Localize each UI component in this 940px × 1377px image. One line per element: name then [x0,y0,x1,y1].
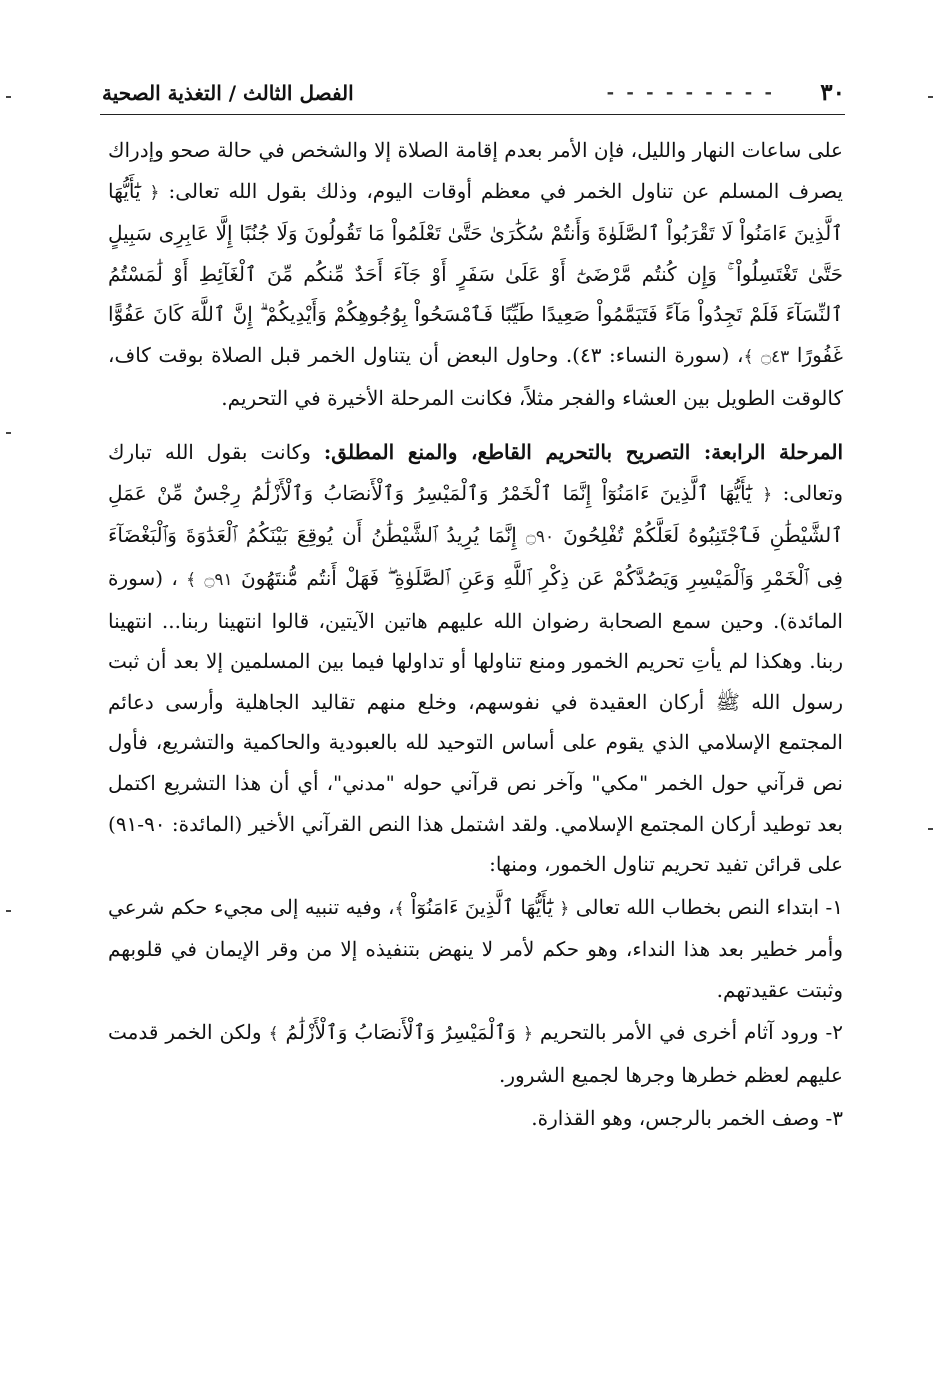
list-item-2-text: ٢- ورود آثام أخرى في الأمر بالتحريم [539,1020,844,1045]
ornate-bracket-open: ﴿ [559,898,570,919]
quran-verse-call: يَٰٓأَيُّهَا ٱلَّذِينَ ءَامَنُوٓاْ [410,894,553,919]
ornate-bracket-open: ﴿ [149,182,160,203]
paragraph-1-text: على ساعات النهار والليل، فإن الأمر بعدم إقامة الصلاة إلا والشخص في حالة صحو وإدراك يصرف المسلم عن تناول الخمر في معظم أوقات اليوم، وذلك بقول الله تعالى: [108,138,844,203]
paragraph-2 [108,432,843,885]
page-body [108,130,843,1350]
quran-verse-excerpt: وَٱلْمَيْسِرُ وَٱلْأَنصَابُ وَٱلْأَزْلَٰمُ [285,1020,516,1045]
paragraph-1-rest: ، (سورة النساء: ٤٣). وحاول البعض أن يتناول الخمر قبل الصلاة بوقت كاف، كالوقت الطويل بين العشاء والفجر مثلاً، فكانت المرحلة الأخيرة في التحريم. [108,342,843,410]
list-item-1 [108,887,843,1011]
page-header [100,78,845,115]
list-item-3-text: ٣- وصف الخمر بالرجس، وهو القذارة. [531,1105,843,1130]
list-item-2 [108,1012,843,1095]
scan-edge-mark [928,96,933,98]
quran-verse-nisa-43: يَٰٓأَيُّهَا ٱلَّذِينَ ءَامَنُواْ لَا تَقْرَبُواْ ٱلصَّلَوٰةَ وَأَنتُمْ سُكَٰرَىٰ حَتَّىٰ تَعْلَمُواْ مَا تَقُولُونَ وَلَا جُنُبًا إِلَّا عَابِرِى سَبِيلٍ حَتَّىٰ تَغْتَسِلُواْ ۚ وَإِن كُنتُم مَّرْضَىٰٓ أَوْ عَلَىٰ سَفَرٍ أَوْ جَآءَ أَحَدٌ مِّنكُم مِّنَ ٱلْغَآئِطِ أَوْ لَٰمَسْتُمُ ٱلنِّسَآءَ فَلَمْ تَجِدُواْ مَآءً فَتَيَمَّمُواْ صَعِيدًا طَيِّبًا فَٱمْسَحُواْ بِوُجُوهِكُمْ وَأَيْدِيكُمْ ۗ إِنَّ ٱللَّهَ كَانَ عَفُوًّا غَفُورًا [108,178,844,367]
ayah-marker: ۝٩١ [204,569,233,590]
scan-edge-mark [6,432,11,434]
ornate-bracket-close: ﴾ [743,346,754,367]
ornate-bracket-open: ﴿ [522,1024,533,1045]
list-item-2-rest: ولكن الخمر قدمت عليهم لعظم خطرها وجرها لجميع الشرور. [108,1020,843,1088]
ayah-marker: ۝٩٠ [525,527,555,548]
ornate-bracket-open: ﴿ [762,484,773,505]
section-heading-stage-4: المرحلة الرابعة: التصريح بالتحريم القاطع، والمنع المطلق: [323,440,843,465]
scan-edge-mark [6,96,11,98]
paragraph-2-intro: وكانت بقول الله تبارك وتعالى: [108,440,844,505]
list-item-3 [108,1098,843,1139]
page-number: ٣٠ [820,79,845,106]
paragraph-2-rest: ، (سورة المائدة). وحين سمع الصحابة رضوان الله عليهم هاتين الآيتين، قالوا انتهينا ربنا... انتهينا ربنا. وهكذا لم يأتِ تحريم الخمور ومنع تناولها أو تداولها فيما بين المسلمين إلا بعد أن ثبت رسول الله ﷺ أركان العقيدة في نفوسهم، وخلع منهم تقاليد الجاهلية وأرسى دعائم المجتمع الإسلامي الذي يقوم على أساس التوحيد لله بالعبودية والحاكمية والتشريع، فأول نص قرآني حول الخمر "مكي" وآخر نص قرآني حوله "مدني"، أي أن هذا التشريع اكتمل بعد توطيد أركان المجتمع الإسلامي. ولقد اشتمل هذا النص القرآني الأخير (المائدة: ٩٠-٩١) على قرائن تفيد تحريم تناول الخمور، ومنها: [108,565,843,877]
ornate-bracket-close: ﴾ [268,1024,279,1045]
header-dashes: - - - - - - - - - [606,82,775,103]
quran-verse-maidah-91: إِنَّمَا يُرِيدُ ٱلشَّيْطَٰنُ أَن يُوقِعَ بَيْنَكُمُ ٱلْعَدَٰوَةَ وَٱلْبَغْضَآءَ فِى ٱلْخَمْرِ وَٱلْمَيْسِرِ وَيَصُدَّكُمْ عَن ذِكْرِ ٱللَّهِ وَعَنِ ٱلصَّلَوٰةِ ۖ فَهَلْ أَنتُم مُّنتَهُونَ [108,523,843,590]
ornate-bracket-close: ﴾ [394,898,405,919]
list-item-1-rest: ، وفيه تنبيه إلى مجيء حكم شرعي وأمر خطير بعد هذا النداء، وهو حكم لأمر لا ينهض بتنفيذه إلا من وقر الإيمان في قلوبهم وثبتت عقيدتهم. [108,894,843,1002]
scan-edge-mark [6,910,11,912]
list-item-1-text: ١- ابتداء النص بخطاب الله تعالى [575,894,844,919]
ornate-bracket-close: ﴾ [186,569,197,590]
quran-verse-maidah-90: يَٰٓأَيُّهَا ٱلَّذِينَ ءَامَنُوٓاْ إِنَّمَا ٱلْخَمْرُ وَٱلْمَيْسِرُ وَٱلْأَنصَابُ وَٱلْأَزْلَٰمُ رِجْسٌ مِّنْ عَمَلِ ٱلشَّيْطَٰنِ فَٱجْتَنِبُوهُ لَعَلَّكُمْ تُفْلِحُونَ [108,480,843,548]
paragraph-1 [108,130,843,418]
scan-edge-mark [928,828,933,830]
ayah-marker: ۝٤٣ [761,346,790,367]
running-title: الفصل الثالث / التغذية الصحية [102,81,354,105]
